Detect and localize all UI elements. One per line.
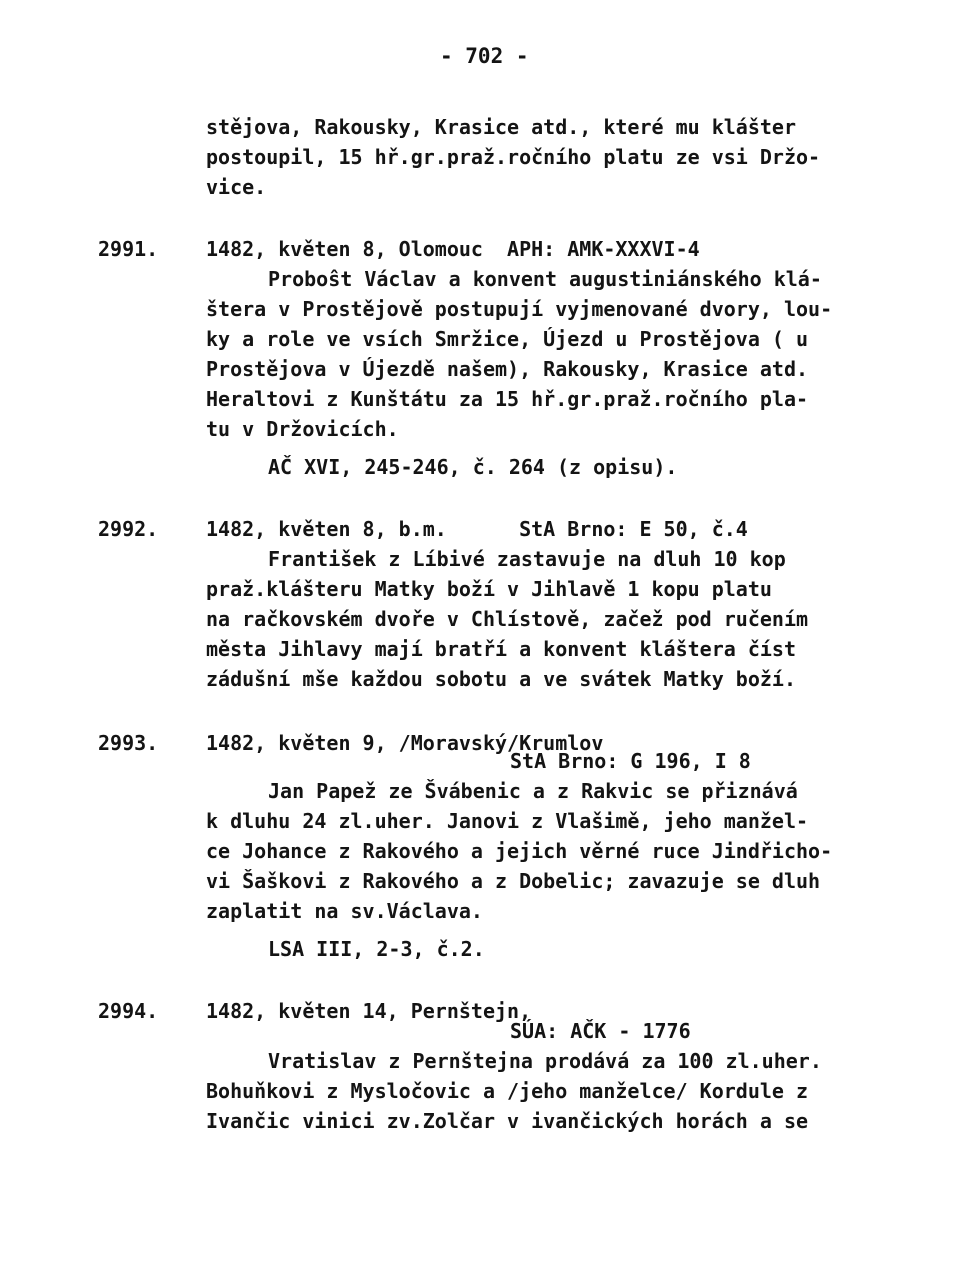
text-line: k dluhu 24 zl.uher. Janovi z Vlašimě, jeho manžel- — [206, 809, 809, 833]
text-line: ce Johance z Rakového a jejich věrné ruce Jindřicho- — [206, 839, 833, 863]
entry-source: AČ XVI, 245-246, č. 264 (z opisu). — [268, 455, 678, 479]
entry-number: 2992. — [98, 517, 159, 541]
text-line: praž.klášteru Matky boží v Jihlavě 1 kopu platu — [206, 577, 772, 601]
entry-header: 1482, květen 8, b.m. StA Brno: E 50, č.4 — [206, 517, 748, 541]
entry-number: 2994. — [98, 999, 159, 1023]
text-line: ky a role ve vsích Smržice, Újezd u Prostějova ( u — [206, 327, 809, 351]
entry-archive: StA Brno: G 196, I 8 — [510, 749, 751, 773]
entry-header: 1482, květen 9, /Moravský/Krumlov — [206, 731, 604, 755]
entry-number: 2993. — [98, 731, 159, 755]
text-line: postoupil, 15 hř.gr.praž.ročního platu ze vsi Držo- — [206, 145, 821, 169]
text-line: Jan Papež ze Švábenic a z Rakvic se přiznává — [268, 779, 798, 803]
text-line: Ivančic vinici zv.Zolčar v ivančických horách a se — [206, 1109, 809, 1133]
text-line: Heraltovi z Kunštátu za 15 hř.gr.praž.ročního pla- — [206, 387, 809, 411]
text-line: štera v Prostějově postupují vyjmenované dvory, lou- — [206, 297, 833, 321]
text-line: Vratislav z Pernštejna prodává za 100 zl.uher. — [268, 1049, 822, 1073]
text-line: Bohuňkovi z Mysločovic a /jeho manželce/ Kordule z — [206, 1079, 809, 1103]
entry-source: LSA III, 2-3, č.2. — [268, 937, 485, 961]
text-line: zádušní mše každou sobotu a ve svátek Matky boží. — [206, 667, 797, 691]
entry-number: 2991. — [98, 237, 159, 261]
text-line: František z Líbivé zastavuje na dluh 10 kop — [268, 547, 786, 571]
text-line: Proboŝt Václav a konvent augustiniánského klá- — [268, 267, 822, 291]
entry-header: 1482, květen 8, Olomouc APH: AMK-XXXVI-4 — [206, 237, 700, 261]
text-line: vi Šaškovi z Rakového a z Dobelic; zavazuje se dluh — [206, 869, 821, 893]
entry-header: 1482, květen 14, Pernštejn, — [206, 999, 532, 1023]
text-line: tu v Držovicích. — [206, 417, 399, 441]
text-line: zaplatit na sv.Václava. — [206, 899, 483, 923]
text-line: města Jihlavy mají bratří a konvent kláštera číst — [206, 637, 797, 661]
text-line: na račkovském dvoře v Chlístově, začež pod ručením — [206, 607, 809, 631]
text-line: vice. — [206, 175, 267, 199]
page-number: - 702 - — [440, 44, 529, 68]
text-line: Prostějova v Újezdě našem), Rakousky, Krasice atd. — [206, 357, 809, 381]
entry-archive: SÚA: AČK - 1776 — [510, 1019, 691, 1043]
text-line: stějova, Rakousky, Krasice atd., které mu klášter — [206, 115, 797, 139]
